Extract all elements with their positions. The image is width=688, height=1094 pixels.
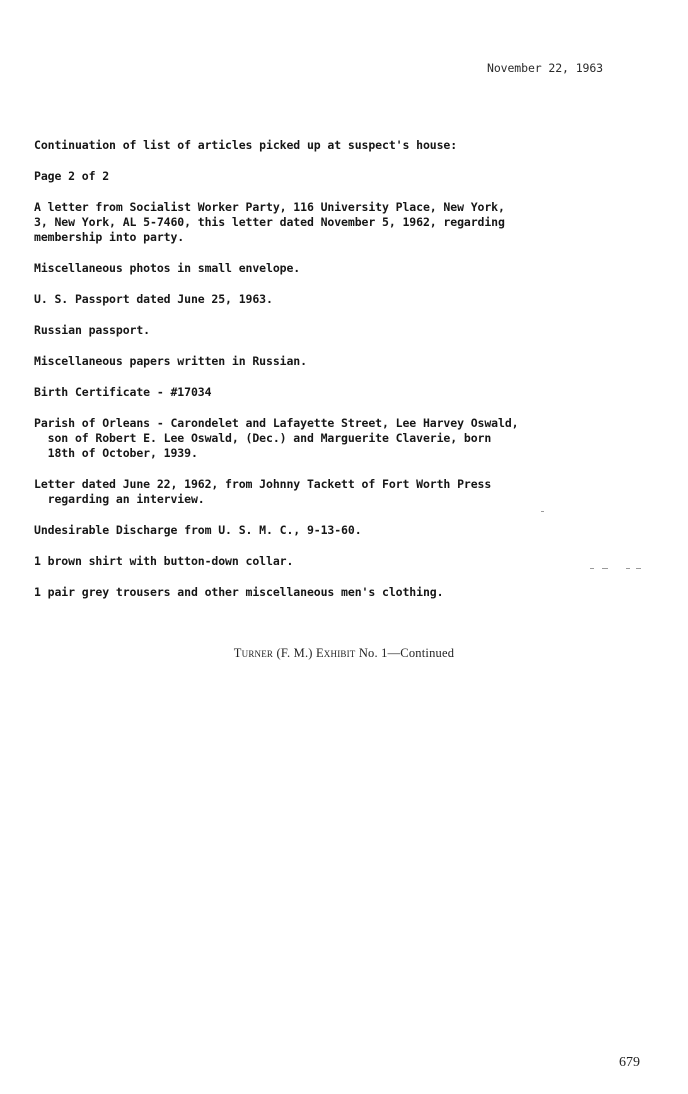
list-item-brown-shirt: 1 brown shirt with button-down collar. — [34, 554, 294, 568]
list-item-russian-passport: Russian passport. — [34, 323, 151, 337]
page-number: 679 — [619, 1055, 640, 1070]
scan-speck — [590, 568, 594, 569]
list-item-us-passport: U. S. Passport dated June 25, 1963. — [34, 292, 273, 306]
list-item-parish-details: Parish of Orleans - Carondelet and Lafayette Street, Lee Harvey Oswald, son of Robert E. Lee Oswald, (Dec.) and Marguerite Claverie, born 18th of October, 1939. — [34, 416, 519, 460]
list-item-photos: Miscellaneous photos in small envelope. — [34, 261, 301, 275]
scan-speck — [602, 568, 608, 569]
list-item-trousers: 1 pair grey trousers and other miscellaneous men's clothing. — [34, 585, 444, 599]
list-item-discharge: Undesirable Discharge from U. S. M. C., 9-13-60. — [34, 523, 362, 537]
caption-name: Turner — [233, 646, 274, 660]
scan-speck — [541, 511, 544, 512]
page-indicator: Page 2 of 2 — [34, 169, 110, 183]
document-body — [34, 138, 634, 616]
exhibit-caption — [0, 646, 688, 661]
list-item-tackett-letter: Letter dated June 22, 1962, from Johnny Tackett of Fort Worth Press regarding an interview. — [34, 477, 492, 506]
list-item-swp-letter: A letter from Socialist Worker Party, 116 University Place, New York, 3, New York, AL 5-7460, this letter dated November 5, 1962, regarding membership into party. — [34, 200, 505, 244]
caption-exhibit: Exhibit — [315, 646, 356, 660]
letter-date: November 22, 1963 — [487, 61, 604, 75]
scan-speck — [636, 568, 641, 569]
list-item-russian-papers: Miscellaneous papers written in Russian. — [34, 354, 307, 368]
caption-tail: No. 1—Continued — [355, 646, 455, 660]
caption-initials: (F. M.) — [273, 646, 316, 660]
scan-speck — [626, 568, 630, 569]
list-item-birth-certificate: Birth Certificate - #17034 — [34, 385, 212, 399]
intro-line: Continuation of list of articles picked up at suspect's house: — [34, 138, 458, 152]
